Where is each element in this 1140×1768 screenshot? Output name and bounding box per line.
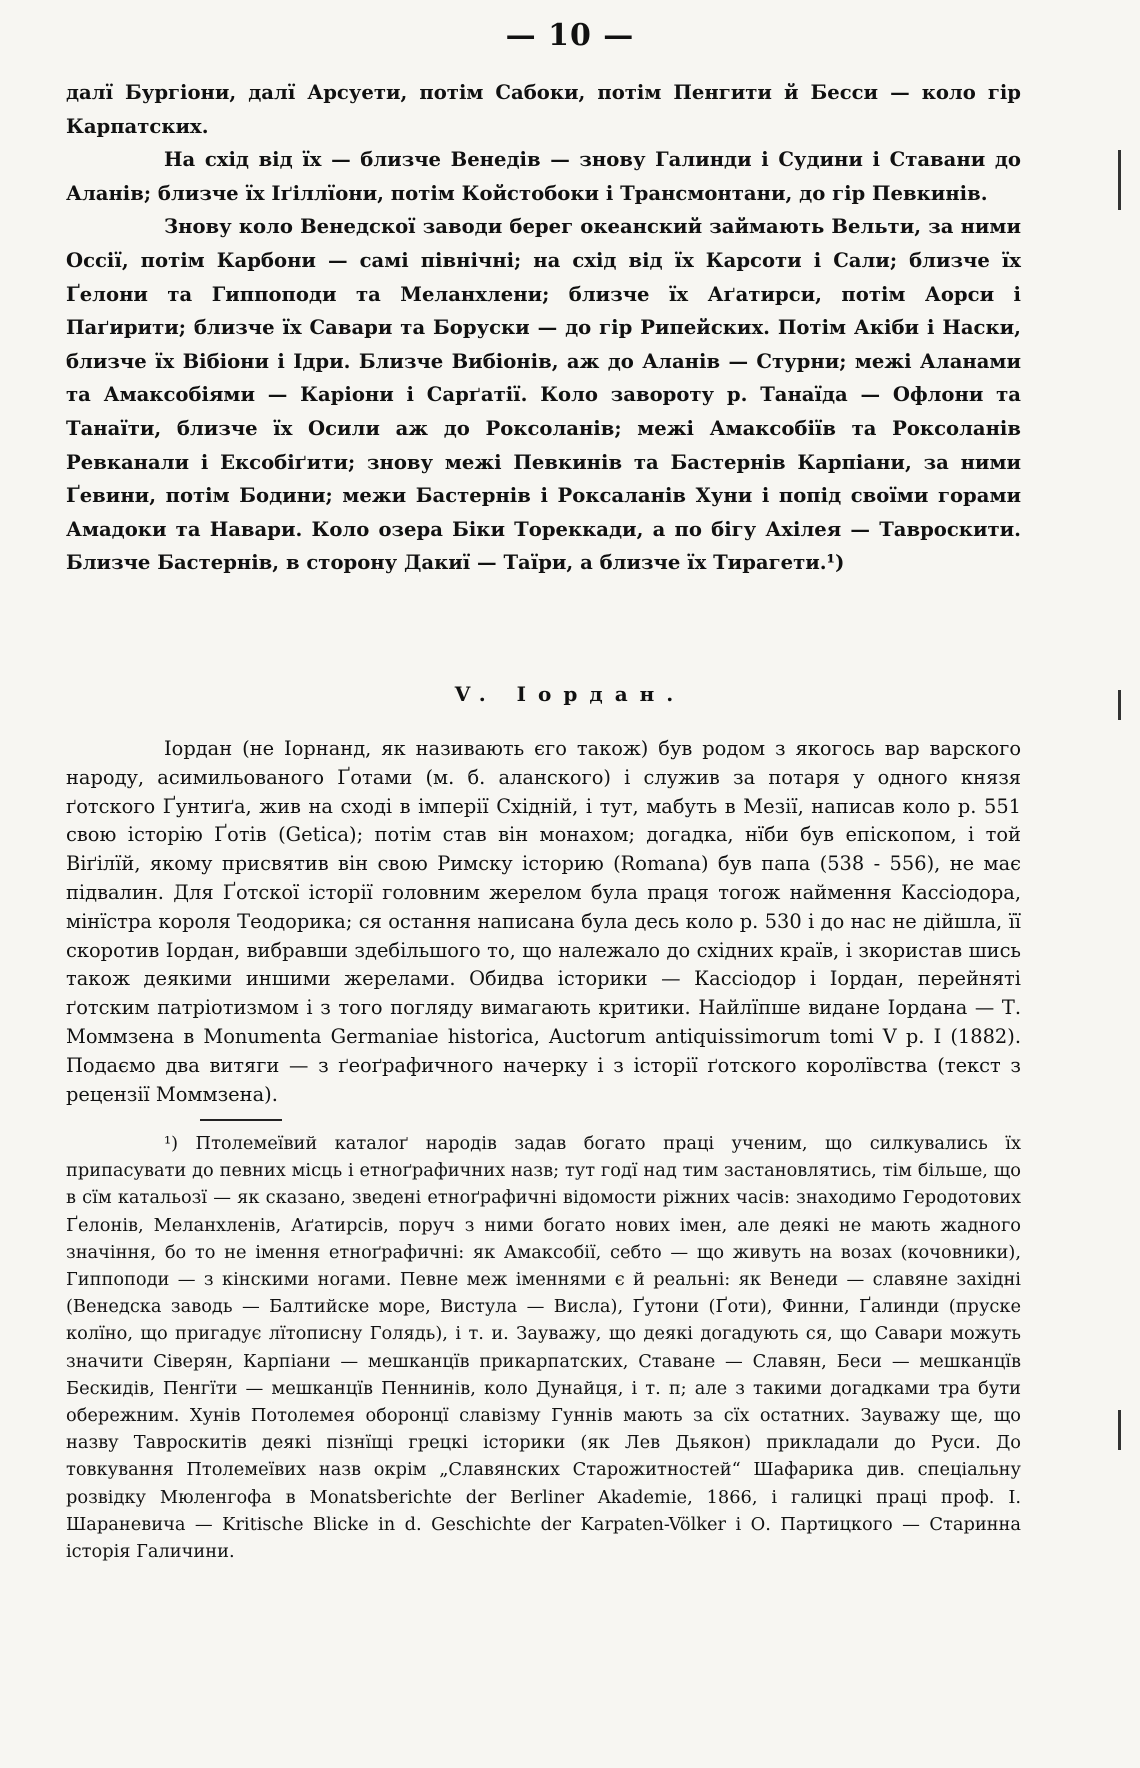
- paragraph-jordan: Іордан (не Іорнанд, як називають єго також) був родом з якогось вар варского народу, асимильованого Ґотами (м. б. аланского) і служив за потаря у одного князя ґотского Ґунтиґа, жив на сході в імперії Східній, і тут, мабуть в Мезії, написав коло р. 551 свою історію Ґотів (Getica); потім став він монахом; догадка, нїби був епіскопом, і той Віґілїй, якому присвятив він свою Римску історию (Romana) був папа (538 - 556), не має підвалин. Для Ґотскої історії головним жерелом була праця тогож наймення Кассіодора, мінїстра короля Теодорика; ся остання написана була десь коло р. 530 і до нас не дійшла, її скоротив Іордан, вибравши здебільшого то, що належало до східних країв, і зкористав шись також деякими иншими жерелами. Обидва історики — Кассіодор і Іордан, перейняті ґотским патріотизмом і з того погляду вимагають критики. Найлїпше видане Іордана — Т. Моммзена в Monumenta Germaniae historica, Auctorum antiquissimorum tomi V p. I (1882). Подаємо два витяги — з ґеоґрафичного начерку і з історії ґотского королївства (текст з рецензії Моммзена).: [66, 737, 1021, 1106]
- top-text-block: [66, 76, 1021, 580]
- paragraph-venedic-gulf: Знову коло Венедскої заводи берег океанский займають Вельти, за ними Оссії, потім Карбони — самі північні; на схід від їх Карсоти і Сали; близче їх Ґелони та Гиппоподи та Меланхлени; близче їх Аґатирси, потім Аорси і Паґирити; близче їх Савари та Боруски — до гір Рипейских. Потім Акіби і Наски, близче їх Вібіони і Ідри. Близче Вибіонів, аж до Аланів — Стурни; межі Аланами та Амаксобіями — Каріони і Сарґатії. Коло завороту р. Танаїда — Офлони та Танаїти, близче їх Осили аж до Роксоланів; межі Амаксобіїв та Роксоланів Ревканали і Ексобіґити; знову межі Певкинів та Бастернів Карпіани, за ними Ґевини, потім Бодини; межи Бастернів і Роксаланів Хуни і попід своїми горами Амадоки та Навари. Коло озера Біки Тореккади, а по бігу Ахілея — Тавроскити. Близче Бастернів, в сторону Дакиї — Таїри, а близче їх Тирагети.¹): [66, 215, 1021, 575]
- paragraph-continuation: далї Бургіони, далї Арсуети, потім Сабоки, потім Пенгити й Бесси — коло гір Карпатских.: [66, 81, 1021, 138]
- margin-mark: [1118, 150, 1121, 210]
- footnote-block: [66, 1130, 1021, 1565]
- jordan-text-block: [66, 735, 1021, 1109]
- paragraph-east-of-them: На схід від їх — близче Венедів — знову Галинди і Судини і Ставани до Аланів; близче їх Іґіллїони, потім Койстобоки і Трансмонтани, до гір Певкинів.: [66, 148, 1021, 205]
- footnote-divider: [200, 1119, 282, 1121]
- footnote-text: ¹) Птолемеївий каталоґ народів задав богато праці ученим, що силкувались їх припасувати до певних місць і етноґрафичних назв; тут годї над тим застановлятись, тім більше, що в сїм катальозї — як сказано, зведені етноґрафичні відомости ріжних часів: знаходимо Геродотових Ґелонів, Меланхленів, Аґатирсів, поруч з ними богато нових імен, але деякі не мають жадного значіння, бо то не імення етноґрафичні: як Амаксобії, себто — що живуть на возах (кочовники), Гиппоподи — з кінскими ногами. Певне меж іменнями є й реальні: як Венеди — славяне західні (Венедска заводь — Балтийске море, Вистула — Висла), Ґутони (Ґоти), Финни, Ґалинди (пруске колїно, що пригадує лїтописну Голядь), і т. и. Зауважу, що деякі догадують ся, що Савари можуть значити Сіверян, Карпіани — мешканцїв прикарпатских, Ставане — Славян, Беси — мешканцїв Бескидів, Пенгїти — мешканцїв Пеннинів, коло Дунайця, і т. п; але з такими догадками тра бути обережним. Хунів Потолемея оборонцї славізму Гуннів мають за сїх остатних. Зауважу ще, що назву Тавроскитів деякі пізнїщі грецкі історики (як Лев Дьякон) прикладали до Руси. До товкування Птолемеївих назв окрім „Славянских Старожитностей“ Шафарика див. спеціальну розвідку Мюленгофа в Monatsberichte der Berliner Akademie, 1866, і галицкі праці проф. І. Шараневича — Kritische Blicke in d. Geschichte der Karpaten-Völker і О. Партицкого — Старинна історія Галичини.: [66, 1133, 1021, 1563]
- section-heading: V. Іордан.: [454, 682, 686, 706]
- margin-mark: [1118, 690, 1121, 720]
- margin-mark: [1118, 1410, 1121, 1450]
- page-number: — 10 —: [505, 18, 635, 53]
